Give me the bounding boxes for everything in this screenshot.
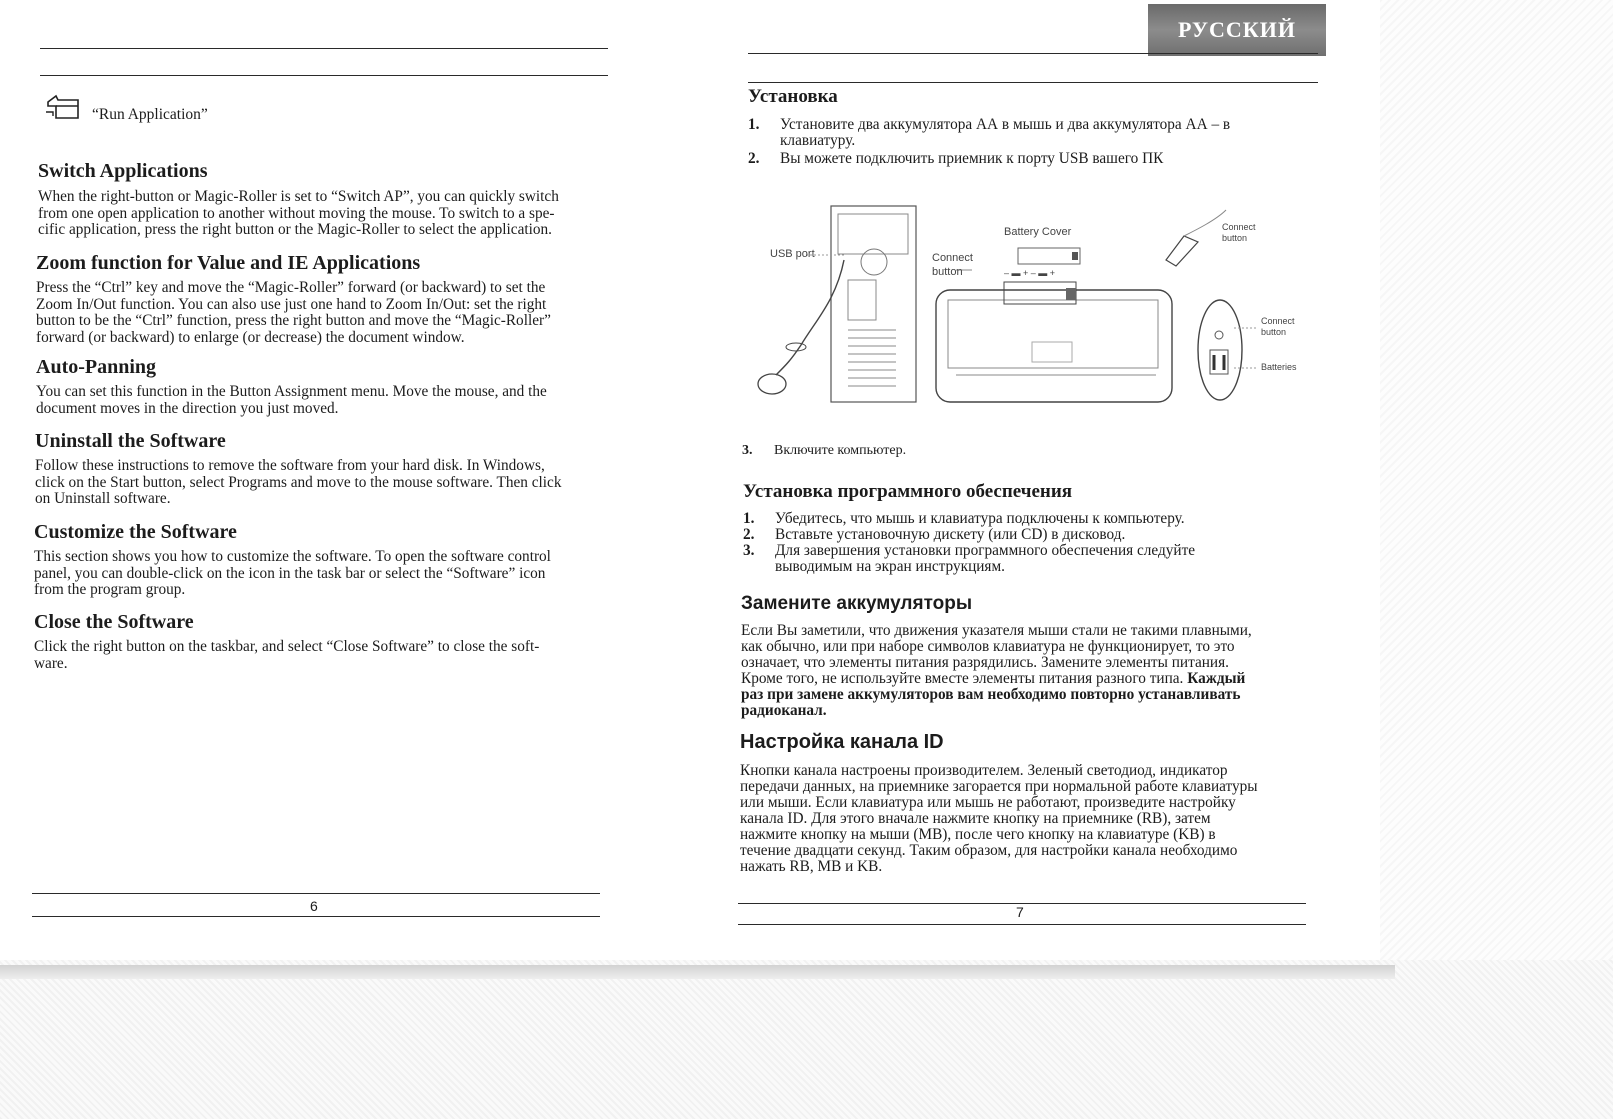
section-heading: Zoom function for Value and IE Applications	[36, 252, 421, 274]
paragraph-line: panel, you can double-click on the icon in the task bar or select the “Software” icon	[34, 564, 546, 582]
section-heading: Uninstall the Software	[35, 430, 226, 452]
run-application-label: “Run Application”	[92, 106, 208, 123]
section-close-software	[34, 611, 606, 672]
section-heading: Switch Applications	[38, 160, 208, 182]
section-heading: Close the Software	[34, 611, 194, 633]
receiver-connect-label: button	[1222, 233, 1248, 243]
paragraph-line: Press the “Ctrl” key and move the “Magic-Roller” forward (or backward) to set the	[36, 279, 546, 296]
list-item	[742, 443, 906, 459]
paragraph-line: или мыши. Если клавиатура или мышь не работают, произведите настройку	[740, 794, 1236, 811]
paragraph-line: from the program group.	[34, 581, 186, 598]
list-item	[743, 527, 1303, 543]
section-heading: Customize the Software	[34, 521, 237, 543]
run-application-icon	[44, 92, 84, 127]
section-zoom-function	[36, 252, 606, 346]
header-rule	[748, 82, 1318, 83]
paragraph-line: from one open application to another without moving the mouse. To switch to a spe-	[38, 204, 555, 222]
connect-button-label: Connect	[932, 252, 973, 264]
list-text: клавиатуру.	[780, 132, 856, 149]
list-text: Для завершения установки программного обеспечения следуйте	[775, 542, 1196, 559]
section-heading: Замените аккумуляторы	[741, 593, 973, 614]
header-rule	[40, 48, 608, 49]
footer-rule	[738, 924, 1306, 925]
paragraph-line: нажмите кнопку на мыши (MB), после чего кнопку на клавиатуре (KB) в	[740, 826, 1216, 843]
list-number: 3.	[742, 443, 753, 458]
paragraph-line: означает, что элементы питания разрядились. Замените элементы питания.	[741, 654, 1229, 671]
header-rule	[748, 53, 1318, 54]
paragraph-line: канала ID. Для этого вначале нажмите кнопку на приемнике (RB), затем	[740, 810, 1211, 827]
paragraph-line: ware.	[34, 654, 68, 672]
list-number: 1.	[748, 116, 760, 133]
paragraph-line: нажать RB, MB и KB.	[740, 858, 883, 875]
paragraph-line: on Uninstall software.	[35, 490, 171, 507]
section-channel-id	[740, 731, 1306, 875]
paragraph-line: передачи данных, на приемнике загорается при нормальной работе клавиатуры	[740, 778, 1258, 795]
list-number: 2.	[743, 526, 755, 543]
paragraph-line: Zoom In/Out function. You can also use just one hand to Zoom In/Out: set the right	[36, 295, 547, 313]
bold-paragraph-line: раз при замене аккумуляторов вам необходимо повторно устанавливать	[741, 686, 1241, 703]
mouse-connect-label: button	[1261, 327, 1287, 337]
scan-background-right	[1380, 0, 1613, 1119]
connect-button-label: button	[932, 266, 963, 278]
battery-polarity-label: – ▬ + – ▬ +	[1004, 268, 1056, 278]
list-number: 1.	[743, 510, 755, 527]
paragraph-line: You can set this function in the Button Assignment menu. Move the mouse, and the	[36, 383, 547, 400]
list-item	[748, 151, 1308, 167]
list-item	[743, 543, 1303, 575]
paragraph-line: течение двадцати секунд. Таким образом, для настройки канала необходимо	[740, 842, 1238, 859]
bold-text: Каждый	[1187, 670, 1246, 687]
receiver-connect-label: Connect	[1222, 222, 1256, 232]
section-switch-applications	[38, 160, 608, 239]
paragraph-line: click on the Start button, select Programs and move to the mouse software. Then click	[35, 473, 562, 491]
batteries-label: Batteries	[1261, 362, 1297, 372]
paragraph-line: Кнопки канала настроены производителем. Зеленый светодиод, индикатор	[740, 762, 1228, 779]
paragraph-line: When the right-button or Magic-Roller is set to “Switch AP”, you can quickly switch	[38, 188, 559, 205]
section-customize	[34, 521, 606, 599]
section-replace-batteries	[741, 593, 1306, 719]
header-rule	[40, 75, 608, 76]
section-uninstall	[35, 430, 607, 508]
list-text: Установите два аккумулятора АА в мышь и два аккумулятора АА – в	[780, 116, 1231, 133]
page-edge-shadow	[0, 965, 1395, 979]
language-tab: РУССКИЙ	[1148, 4, 1326, 56]
page-number: 7	[1016, 904, 1024, 920]
scan-background-bottom	[0, 960, 1613, 1119]
paragraph-line: This section shows you how to customize the software. To open the software control	[34, 548, 551, 565]
list-text: Вы можете подключить приемник к порту USB вашего ПК	[780, 150, 1164, 167]
mouse-connect-label: Connect	[1261, 316, 1295, 326]
page-number: 6	[310, 898, 318, 914]
paragraph-line: Follow these instructions to remove the software from your hard disk. In Windows,	[35, 457, 545, 474]
list-text: Вставьте установочную дискету (или CD) в дисковод.	[775, 526, 1126, 543]
paragraph-line: cific application, press the right button or the Magic-Roller to select the application.	[38, 221, 552, 238]
paragraph-line: Click the right button on the taskbar, and select “Close Software” to close the soft-	[34, 638, 540, 655]
footer-rule	[32, 916, 600, 917]
battery-cover-label: Battery Cover	[1004, 226, 1072, 238]
list-text: Убедитесь, что мышь и клавиатура подключены к компьютеру.	[775, 510, 1185, 527]
section-software-install	[743, 481, 1303, 575]
section-heading: Установка программного обеспечения	[743, 481, 1073, 502]
section-heading: Auto-Panning	[36, 356, 157, 378]
paragraph-line: document moves in the direction you just moved.	[36, 399, 339, 417]
list-text: Включите компьютер.	[774, 443, 907, 458]
paragraph-line: button to be the “Ctrl” function, press the right button and move the “Magic-Roller”	[36, 312, 551, 329]
paragraph-line: как обычно, или при наборе символов клавиатура не функционирует, то это	[741, 638, 1235, 655]
list-item	[743, 511, 1303, 527]
list-item	[748, 117, 1308, 149]
list-text: выводимым на экран инструкциям.	[775, 558, 1005, 575]
section-heading: Установка	[748, 86, 838, 107]
section-heading: Настройка канала ID	[740, 731, 944, 753]
usb-port-label: USB port	[770, 248, 815, 260]
installation-diagram	[756, 200, 1316, 420]
paragraph-line: Кроме того, не используйте вместе элементы питания разного типа.	[741, 670, 1184, 687]
paragraph-line: forward (or backward) to enlarge (or decrease) the document window.	[36, 328, 465, 346]
list-number: 2.	[748, 150, 760, 167]
section-auto-panning	[36, 356, 606, 417]
bold-paragraph-line: радиоканал.	[741, 702, 827, 719]
footer-rule	[32, 893, 600, 894]
list-number: 3.	[743, 542, 755, 559]
section-install	[748, 86, 1308, 167]
paragraph-line: Если Вы заметили, что движения указателя мыши стали не такими плавными,	[741, 622, 1252, 639]
